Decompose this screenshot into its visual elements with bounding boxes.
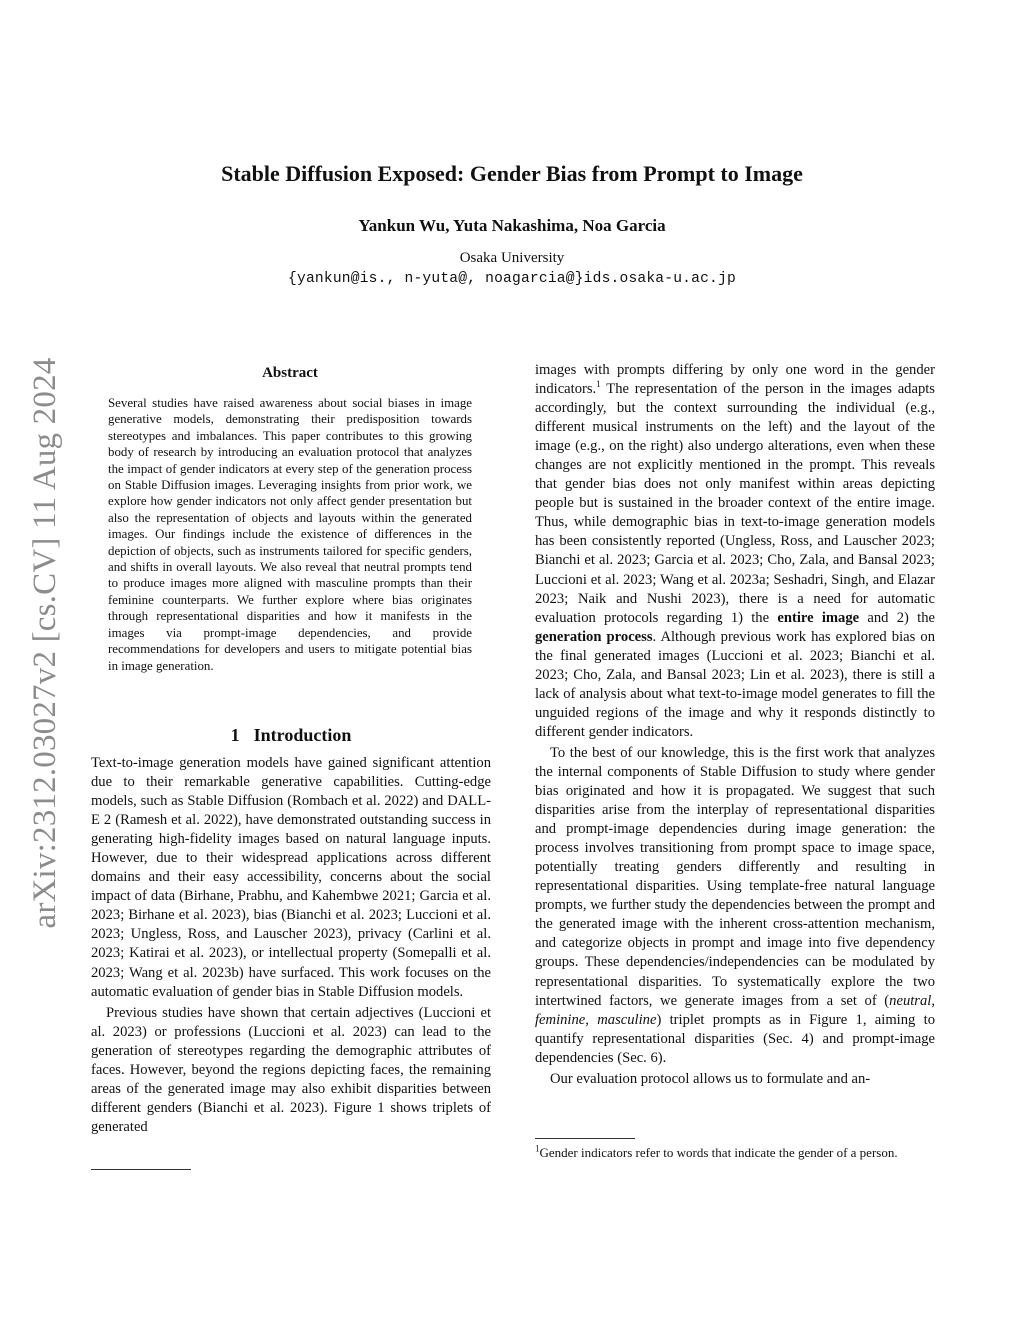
section-title: Introduction	[253, 725, 352, 745]
abstract-heading: Abstract	[262, 365, 318, 381]
arxiv-identifier: arXiv:2312.03027v2 [cs.CV] 11 Aug 2024	[27, 357, 63, 929]
intro-paragraph-1: Text-to-image generation models have gained significant attention due to their remarkable generative capabilities. Cutting-edge models, such as Stable Diffusion (Rombach et al. 2022) and DALL-E 2 (Ramesh et al. 2022), have demonstrated outstanding success in generating high-fidelity images based on natural language inputs. However, due to their widespread applications across different domains and their easy accessibility, concerns about the social impact of data (Birhane, Prabhu, and Kahembwe 2021; Garcia et al. 2023; Birhane et al. 2023), bias (Bianchi et al. 2023; Luccioni et al. 2023; Ungless, Ross, and Lauscher 2023), privacy (Carlini et al. 2023; Katirai et al. 2023), or intellectual property (Somepalli et al. 2023; Wang et al. 2023b) have surfaced. This work focuses on the automatic evaluation of gender bias in Stable Diffusion models.	[91, 755, 491, 1000]
text-run: ,	[585, 1011, 598, 1028]
text-run: . Although previous work has explored bias on the final generated images (Luccioni et al. 2023; Bianchi et al. 2023; Cho, Zala, and Bansal 2023; Lin et al. 2023), there is still a lack of analysis about what text-to-image model generates to fill the unguided regions of the image and why it responds distinctly to different gender indicators.	[535, 628, 935, 740]
footnote-1	[535, 1144, 935, 1161]
right-column-body	[535, 361, 935, 1089]
abstract-body: Several studies have raised awareness about social biases in image generative models, demonstrating their predisposition towards stereotypes and imbalances. This paper contributes to this growing body of research by introducing an evaluation protocol that analyzes the impact of gender indicators at every step of the generation process on Stable Diffusion images. Leveraging insights from prior work, we explore how gender indicators not only affect gender presentation but also the representation of objects and layouts within the generated images. Our findings include the existence of differences in the depiction of objects, such as instruments tailored for specific genders, and shifts in overall layouts. We also reveal that neutral prompts tend to produce images more aligned with masculine prompts than their feminine counterparts. We further explore where bias originates through representational disparities and how it manifests in the images via prompt-image dependencies, and provide recommendations for developers and users to mitigate potential bias in image generation.	[108, 396, 472, 673]
emphasis-generation-process: generation process	[535, 628, 653, 645]
intro-paragraph-2-continued	[535, 361, 935, 742]
italic-feminine: feminine	[535, 1011, 586, 1028]
footnote-rule-left	[91, 1169, 191, 1170]
author-emails	[0, 268, 1024, 289]
section-heading-introduction	[91, 724, 491, 746]
text-run: and 2) the	[859, 609, 935, 626]
author-list: Yankun Wu, Yuta Nakashima, Noa Garcia	[358, 216, 666, 235]
affiliation: Osaka University	[459, 250, 565, 266]
intro-paragraph-3	[535, 744, 935, 1068]
text-run: ) triplet prompts as in Figure 1, aiming to quantify representational disparities (Sec. 4) and prompt-image dependencies (Sec. 6).	[535, 1011, 936, 1066]
footnote-rule-right	[535, 1138, 635, 1139]
left-column-body	[91, 754, 491, 1137]
footnote-text: Gender indicators refer to words that indicate the gender of a person.	[539, 1145, 898, 1160]
paper-title: Stable Diffusion Exposed: Gender Bias from Prompt to Image	[221, 161, 803, 186]
italic-neutral: neutral	[889, 992, 932, 1009]
text-run: The representation of the person in the images adapts accordingly, but the context surrounding the individual (e.g., different musical instruments on the left) and the layout of the image (e.g., on the right) also undergo alterations, even when these changes are not explicitly mentioned in the prompt. This reveals that gender bias does not only manifest within areas depicting people but is sustained in the broader context of the entire image. Thus, while demographic bias in text-to-image generation models has been consistently reported (Ungless, Ross, and Lauscher 2023; Bianchi et al. 2023; Garcia et al. 2023; Cho, Zala, and Bansal 2023; Luccioni et al. 2023; Wang et al. 2023a; Seshadri, Singh, and Elazar 2023; Naik and Nushi 2023), there is a need for automatic evaluation protocols regarding 1) the	[535, 381, 935, 626]
text-run: images with prompts differing by only one word in the gender indicators.	[535, 362, 935, 398]
intro-paragraph-2: Previous studies have shown that certain adjectives (Luccioni et al. 2023) or professions (Luccioni et al. 2023) can lead to the generation of stereotypes regarding the demographic attributes of faces. However, beyond the regions depicting faces, the remaining areas of the generated image may also exhibit disparities between different genders (Bianchi et al. 2023). Figure 1 shows triplets of generated	[91, 1004, 491, 1135]
text-run: ,	[931, 992, 935, 1009]
italic-masculine: masculine	[597, 1011, 657, 1028]
footnote-reference: 1	[596, 379, 601, 390]
intro-paragraph-4: Our evaluation protocol allows us to formulate and an-	[550, 1070, 871, 1087]
text-run: To the best of our knowledge, this is the first work that analyzes the internal components of Stable Diffusion to study where gender bias originated and how it is propagated. We suggest that such disparities arise from the interplay of representational disparities and prompt-image dependencies during image generation: the process involves transitioning from prompt space to image space, potentially treating genders differently and resulting in representational disparities. Using template-free natural language prompts, we further study the dependencies between the prompt and the generated image with the inherent cross-attention mechanism, and categorize objects in prompt and image into five dependency groups. These dependencies/independencies can be modulated by representational disparities. To systematically explore the two intertwined factors, we generate images from a set of (	[535, 744, 935, 1009]
emphasis-entire-image: entire image	[777, 609, 860, 626]
section-number: 1	[230, 725, 240, 745]
email-text: {yankun@is., n-yuta@, noagarcia@}ids.osaka-u.ac.jp	[288, 271, 736, 287]
footnote-marker: 1	[535, 1143, 540, 1154]
arxiv-sidebar-stamp	[22, 345, 68, 941]
